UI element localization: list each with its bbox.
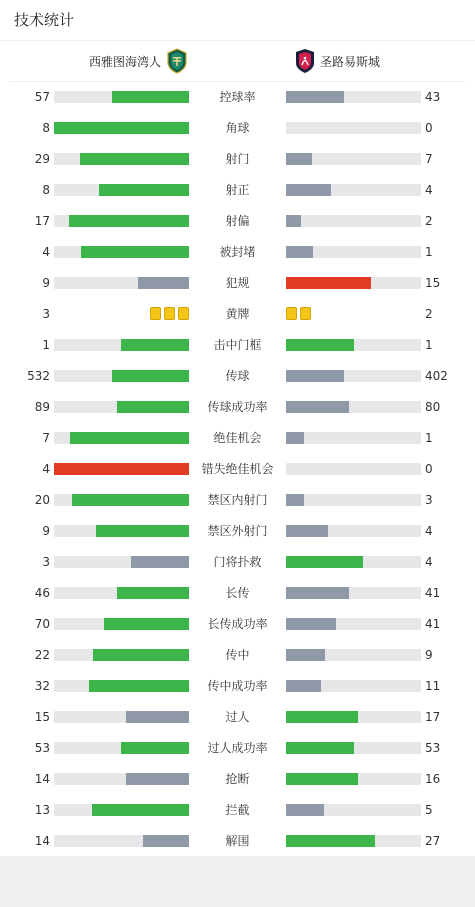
home-value: 15 [34,710,50,724]
home-bar-track [54,494,189,506]
home-bar-track [54,804,189,816]
home-bar-track [54,618,189,630]
away-bar-track [286,153,421,165]
stat-row [0,397,475,417]
away-bar-track [286,556,421,568]
home-value: 1 [42,338,50,352]
home-value: 532 [27,369,50,383]
home-bar-fill [96,525,189,537]
home-value: 8 [42,183,50,197]
away-value: 53 [425,741,441,755]
away-value: 1 [425,338,433,352]
home-value: 14 [34,772,50,786]
away-bar-fill [286,432,304,444]
stat-row [0,676,475,696]
away-bar-track [286,742,421,754]
home-value: 53 [34,741,50,755]
home-value: 9 [42,276,50,290]
away-value: 9 [425,648,433,662]
home-value: 8 [42,121,50,135]
home-bar-fill [54,122,189,134]
away-value: 16 [425,772,441,786]
home-bar-fill [70,432,189,444]
stat-label: 传球 [225,369,250,383]
home-value: 32 [34,679,50,693]
stat-label: 黄牌 [225,307,250,321]
away-bar-fill [286,680,321,692]
away-bar-track [286,680,421,692]
stat-row [0,614,475,634]
stat-row [0,118,475,138]
home-bar-track [54,215,189,227]
away-bar-fill [286,215,301,227]
home-bar-track [54,556,189,568]
away-value: 3 [425,493,433,507]
home-bar-fill [54,463,189,475]
stat-label: 射偏 [225,214,250,228]
stat-label: 被封堵 [219,245,256,259]
home-value: 7 [42,431,50,445]
home-bar-fill [126,773,189,785]
home-bar-fill [81,246,189,258]
home-bar-track [54,773,189,785]
stat-row [0,149,475,169]
stat-row [0,335,475,355]
away-bar-track [286,91,421,103]
stat-row [0,211,475,231]
home-bar-track [54,587,189,599]
stat-label: 角球 [225,121,250,135]
home-value: 57 [34,90,50,104]
away-team[interactable] [294,48,380,74]
home-bar-fill [143,835,189,847]
stat-row [0,459,475,479]
home-bar-fill [117,587,189,599]
stat-label: 传中 [225,648,250,662]
away-value: 7 [425,152,433,166]
away-bar-fill [286,556,363,568]
away-bar-fill [286,246,313,258]
home-bar-fill [126,711,189,723]
stat-row [0,366,475,386]
home-bar-track [54,91,189,103]
away-value: 0 [425,462,433,476]
home-bar-fill [69,215,189,227]
away-value: 1 [425,431,433,445]
home-bar-track [54,525,189,537]
home-bar-fill [104,618,189,630]
home-bar-track [54,711,189,723]
away-bar-track [286,184,421,196]
away-bar-fill [286,742,354,754]
stat-label: 传中成功率 [207,679,268,693]
home-value: 4 [42,245,50,259]
away-bar-fill [286,525,328,537]
stat-row [0,769,475,789]
away-bar-track [286,339,421,351]
stat-row [0,180,475,200]
away-bar-track [286,649,421,661]
home-bar-fill [131,556,189,568]
away-bar-track [286,618,421,630]
stat-label: 长传成功率 [207,617,268,631]
away-value: 4 [425,555,433,569]
stat-label: 犯规 [225,276,250,290]
away-value: 2 [425,214,433,228]
stat-label: 击中门框 [213,338,262,352]
stat-label: 射正 [225,183,250,197]
away-value: 27 [425,834,441,848]
away-bar-track [286,246,421,258]
away-bar-track [286,711,421,723]
home-bar-fill [89,680,189,692]
away-bar-track [286,401,421,413]
stat-row [0,800,475,820]
stat-row [0,273,475,293]
home-bar-track [54,246,189,258]
yellow-card-icon [164,307,175,320]
away-bar-fill [286,618,336,630]
away-value: 11 [425,679,441,693]
home-bar-fill [112,91,189,103]
away-bar-fill [286,773,358,785]
home-bar-track [54,835,189,847]
home-value: 9 [42,524,50,538]
stat-label: 长传 [225,586,250,600]
away-bar-fill [286,804,324,816]
stat-row [0,707,475,727]
home-value: 3 [42,555,50,569]
yellow-card-icon [300,307,311,320]
home-team[interactable] [89,48,188,74]
home-team-name: 西雅图海湾人 [88,54,161,69]
home-yellow-cards [150,307,189,321]
home-value: 22 [34,648,50,662]
home-bar-fill [121,742,189,754]
away-value: 15 [425,276,441,290]
home-bar-track [54,370,189,382]
stat-row [0,521,475,541]
stat-row [0,831,475,851]
away-bar-track [286,215,421,227]
stat-row [0,490,475,510]
away-value: 0 [425,121,433,135]
home-bar-fill [92,804,189,816]
away-bar-fill [286,184,331,196]
home-bar-fill [72,494,189,506]
home-value: 3 [42,307,50,321]
st-louis-city-crest-icon [294,48,316,74]
home-value: 20 [34,493,50,507]
home-bar-track [54,680,189,692]
home-value: 29 [34,152,50,166]
stat-row [0,304,475,324]
away-bar-fill [286,277,371,289]
stat-row [0,87,475,107]
stat-row [0,552,475,572]
home-bar-track [54,742,189,754]
stat-label: 传球成功率 [207,400,268,414]
away-bar-track [286,277,421,289]
yellow-card-icon [150,307,161,320]
home-value: 46 [34,586,50,600]
away-value: 43 [425,90,441,104]
away-team-name: 圣路易斯城 [320,54,381,69]
away-bar-track [286,494,421,506]
home-value: 4 [42,462,50,476]
stat-label: 解围 [225,834,250,848]
home-bar-track [54,463,189,475]
home-bar-track [54,401,189,413]
stat-label: 过人 [225,710,250,724]
stat-row [0,583,475,603]
home-bar-track [54,184,189,196]
home-bar-fill [112,370,189,382]
away-bar-fill [286,711,358,723]
away-bar-fill [286,339,354,351]
home-bar-track [54,339,189,351]
stat-row [0,242,475,262]
away-bar-fill [286,91,344,103]
home-bar-track [54,153,189,165]
home-value: 13 [34,803,50,817]
stat-label: 错失绝佳机会 [201,462,274,476]
stat-label: 控球率 [219,90,256,104]
stat-row [0,428,475,448]
away-bar-fill [286,401,349,413]
stat-label: 射门 [225,152,250,166]
away-bar-fill [286,370,344,382]
home-value: 17 [34,214,50,228]
away-value: 41 [425,617,441,631]
stat-row [0,738,475,758]
home-bar-track [54,649,189,661]
away-bar-track [286,525,421,537]
away-value: 402 [425,369,448,383]
away-bar-fill [286,649,325,661]
home-value: 14 [34,834,50,848]
away-value: 41 [425,586,441,600]
stat-label: 禁区内射门 [207,493,268,507]
home-value: 89 [34,400,50,414]
away-bar-track [286,370,421,382]
home-bar-track [54,122,189,134]
stat-label: 拦截 [225,803,250,817]
away-yellow-cards [286,307,311,321]
away-bar-track [286,804,421,816]
away-value: 1 [425,245,433,259]
home-bar-fill [93,649,189,661]
divider [10,81,465,82]
away-value: 17 [425,710,441,724]
away-bar-track [286,835,421,847]
away-value: 4 [425,183,433,197]
away-bar-fill [286,587,349,599]
stat-label: 绝佳机会 [213,431,262,445]
stat-label: 抢断 [225,772,250,786]
away-bar-track [286,432,421,444]
divider [0,40,475,41]
home-bar-fill [138,277,189,289]
away-bar-fill [286,494,304,506]
away-value: 5 [425,803,433,817]
home-bar-fill [80,153,189,165]
away-bar-track [286,463,421,475]
stat-label: 门将扑救 [213,555,262,569]
home-bar-track [54,277,189,289]
home-bar-fill [117,401,189,413]
away-value: 80 [425,400,441,414]
away-bar-track [286,122,421,134]
away-value: 4 [425,524,433,538]
away-bar-fill [286,835,375,847]
stat-row [0,645,475,665]
away-value: 2 [425,307,433,321]
away-bar-track [286,773,421,785]
yellow-card-icon [286,307,297,320]
page-title: 技术统计 [14,11,75,29]
away-bar-fill [286,153,312,165]
home-value: 70 [34,617,50,631]
yellow-card-icon [178,307,189,320]
home-bar-fill [121,339,189,351]
away-bar-track [286,587,421,599]
home-bar-track [54,432,189,444]
home-bar-fill [99,184,189,196]
stat-label: 过人成功率 [207,741,268,755]
seattle-reign-crest-icon [166,48,188,74]
stat-label: 禁区外射门 [207,524,268,538]
